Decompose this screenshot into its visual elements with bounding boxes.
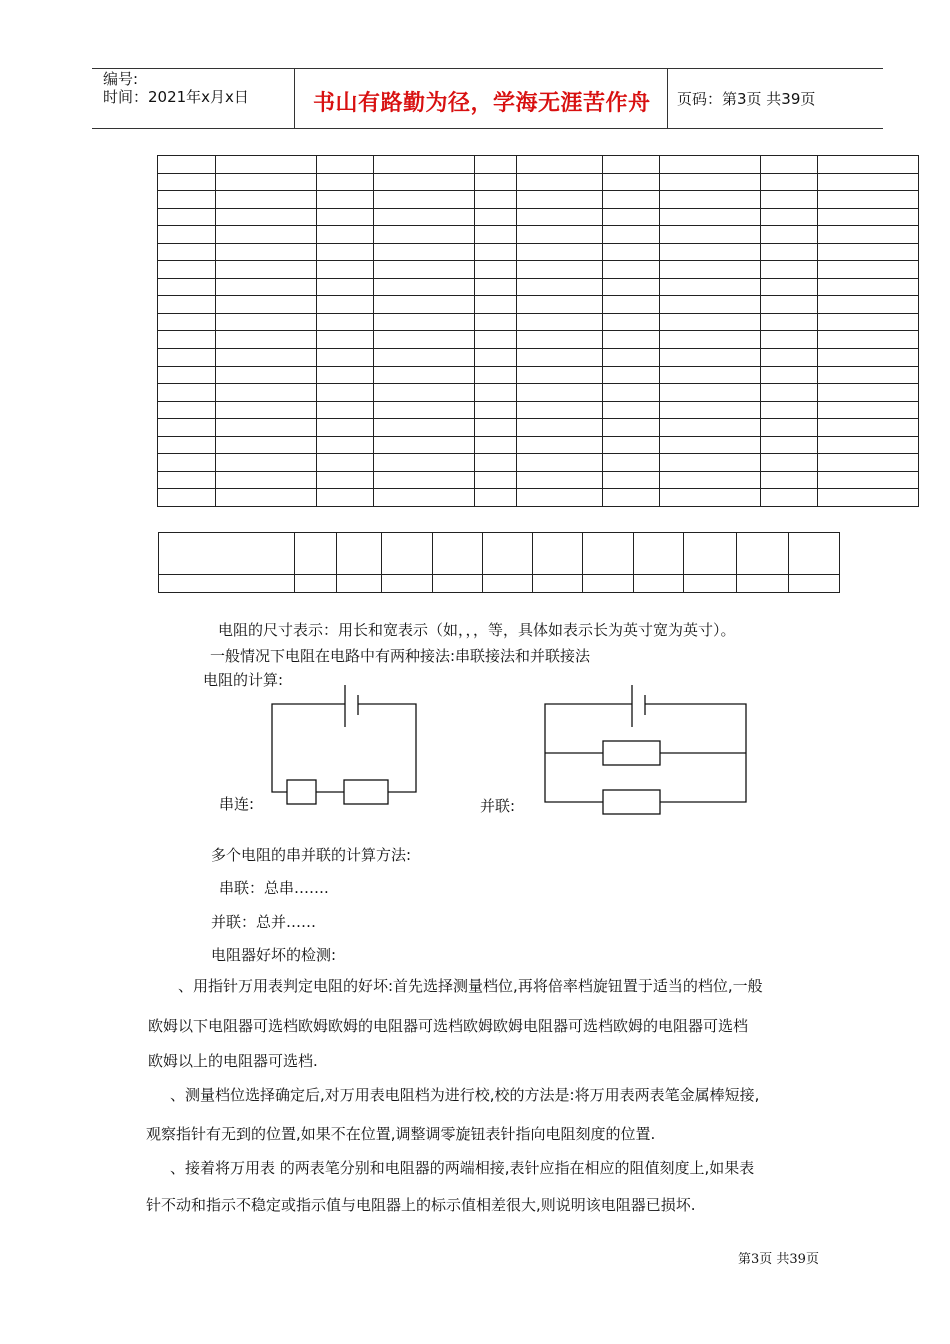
table-cell [316, 366, 373, 384]
table-cell [215, 331, 316, 349]
table-cell [516, 384, 603, 402]
table-cell [761, 226, 818, 244]
table-cell [158, 419, 216, 437]
table-row [158, 173, 919, 191]
table-cell [316, 208, 373, 226]
size-representation-text: 电阻的尺寸表示：用长和宽表示（如，，，等，具体如表示长为英寸宽为英寸）。 [218, 621, 736, 639]
table-cell [373, 261, 474, 279]
table-cell [215, 278, 316, 296]
table-row [158, 191, 919, 209]
table-cell [215, 419, 316, 437]
table-cell [660, 226, 761, 244]
table-cell [761, 261, 818, 279]
multi-resistor-method-heading: 多个电阻的串并联的计算方法: [211, 846, 412, 864]
header-divider-left [294, 69, 295, 129]
table-cell [373, 296, 474, 314]
connection-methods-text: 一般情况下电阻在电路中有两种接法:串联接法和并联接法 [210, 647, 591, 665]
table-row [158, 331, 919, 349]
table-cell [516, 401, 603, 419]
table-cell [603, 173, 660, 191]
table-cell [316, 243, 373, 261]
table-cell [818, 296, 919, 314]
table-row [158, 226, 919, 244]
table-cell [603, 208, 660, 226]
table-cell [660, 261, 761, 279]
table-cell [818, 349, 919, 367]
series-wire-right [358, 704, 416, 792]
table-cell [516, 278, 603, 296]
table-cell [761, 436, 818, 454]
table-cell [818, 313, 919, 331]
table-cell [818, 331, 919, 349]
table-cell [158, 296, 216, 314]
resistance-calc-heading: 电阻的计算: [203, 671, 284, 689]
table-cell [516, 243, 603, 261]
empty-table-1 [157, 155, 919, 507]
empty-table-2 [158, 532, 841, 593]
table-cell [316, 261, 373, 279]
table-cell [474, 349, 516, 367]
table-cell [215, 296, 316, 314]
table-cell [818, 384, 919, 402]
table-cell [158, 366, 216, 384]
table-cell [761, 349, 818, 367]
table-cell [158, 349, 216, 367]
table-cell [818, 226, 919, 244]
table-cell [761, 278, 818, 296]
table-cell [215, 208, 316, 226]
table-cell [373, 419, 474, 437]
table-cell [603, 436, 660, 454]
series-circuit-diagram [260, 675, 430, 815]
table-cell [373, 349, 474, 367]
table-cell [474, 436, 516, 454]
table-cell [158, 243, 216, 261]
table-cell [603, 191, 660, 209]
table-row [158, 366, 919, 384]
table-cell [215, 454, 316, 472]
table-cell [215, 261, 316, 279]
table-cell [603, 366, 660, 384]
table-cell [373, 226, 474, 244]
table-cell [818, 401, 919, 419]
table-cell [660, 208, 761, 226]
table-cell [215, 243, 316, 261]
table-cell [474, 226, 516, 244]
header-motto: 书山有路勤为径，学海无涯苦作舟 [313, 91, 651, 116]
table-cell [158, 208, 216, 226]
table-cell [158, 226, 216, 244]
table-cell [660, 173, 761, 191]
table-cell [373, 471, 474, 489]
table-cell [660, 349, 761, 367]
table-cell [818, 191, 919, 209]
table-cell [474, 454, 516, 472]
table-cell [818, 156, 919, 174]
table-cell [474, 208, 516, 226]
table-cell [316, 471, 373, 489]
table-cell [474, 384, 516, 402]
table-cell [603, 454, 660, 472]
table-cell [474, 173, 516, 191]
table-cell [516, 208, 603, 226]
table-cell [474, 471, 516, 489]
paragraph-2-line-2: 观察指针有无到的位置,如果不在位置,调整调零旋钮表针指向电阻刻度的位置. [146, 1125, 656, 1143]
table-cell [373, 156, 474, 174]
table-row [158, 401, 919, 419]
table-cell [373, 436, 474, 454]
header-page-number: 页码：第3页 共39页 [677, 90, 816, 108]
table-cell [516, 261, 603, 279]
table-cell [603, 401, 660, 419]
table-cell [818, 471, 919, 489]
table-cell [761, 454, 818, 472]
table-cell [316, 331, 373, 349]
table-cell [660, 278, 761, 296]
table-cell [603, 489, 660, 507]
table-cell [316, 226, 373, 244]
table-cell [474, 419, 516, 437]
table-row [159, 575, 841, 593]
table-cell [316, 419, 373, 437]
parallel-resistor-2 [603, 790, 660, 814]
table-cell [516, 349, 603, 367]
table-row [158, 156, 919, 174]
table-cell [660, 313, 761, 331]
table-cell [316, 191, 373, 209]
table-cell [373, 313, 474, 331]
paragraph-3-line-2: 针不动和指示不稳定或指示值与电阻器上的标示值相差很大,则说明该电阻器已损坏. [146, 1196, 696, 1214]
table-cell [761, 313, 818, 331]
table-cell [158, 489, 216, 507]
table-cell [818, 261, 919, 279]
table-cell [761, 489, 818, 507]
table-cell [761, 296, 818, 314]
table-cell [761, 366, 818, 384]
table-cell [761, 173, 818, 191]
table-cell [373, 208, 474, 226]
table-cell [158, 313, 216, 331]
table-cell [373, 331, 474, 349]
paragraph-3-line-1: 、接着将万用表 的两表笔分别和电阻器的两端相接,表针应指在相应的阻值刻度上,如果表 [170, 1159, 755, 1177]
table-cell [215, 173, 316, 191]
parallel-formula: 并联：总并…… [211, 913, 317, 931]
table-cell [158, 436, 216, 454]
series-resistor-1 [287, 780, 316, 804]
table-cell [474, 313, 516, 331]
table-cell [761, 331, 818, 349]
table-cell [215, 313, 316, 331]
table-cell [818, 243, 919, 261]
table-cell [316, 173, 373, 191]
table-cell [516, 419, 603, 437]
table-cell [761, 208, 818, 226]
table-cell [761, 156, 818, 174]
table-cell [373, 366, 474, 384]
table-cell [660, 156, 761, 174]
table-cell [818, 489, 919, 507]
table-cell [818, 173, 919, 191]
header-time: 时间：2021年x月x日 [103, 88, 249, 106]
table-cell [158, 401, 216, 419]
table-cell [516, 173, 603, 191]
table-cell [474, 489, 516, 507]
table-cell [603, 296, 660, 314]
table-cell [603, 313, 660, 331]
table-cell [215, 156, 316, 174]
table-cell [516, 436, 603, 454]
header-bottom-rule [92, 128, 883, 129]
paragraph-2-line-1: 、测量档位选择确定后,对万用表电阻档为进行校,校的方法是:将万用表两表笔金属棒短接, [170, 1086, 760, 1104]
table-cell [373, 243, 474, 261]
table-cell [474, 401, 516, 419]
table-row [158, 384, 919, 402]
table-row [158, 296, 919, 314]
table-cell [603, 243, 660, 261]
table-cell [215, 401, 316, 419]
table-cell [158, 278, 216, 296]
table-cell [660, 419, 761, 437]
table-cell [660, 331, 761, 349]
table-cell [660, 401, 761, 419]
table-cell [516, 226, 603, 244]
table-cell [158, 384, 216, 402]
parallel-resistor-1 [603, 741, 660, 765]
parallel-label: 并联: [480, 797, 516, 815]
table-cell [474, 156, 516, 174]
table-cell [316, 436, 373, 454]
table-cell [373, 384, 474, 402]
table-row [158, 278, 919, 296]
table-cell [373, 191, 474, 209]
table-cell [603, 226, 660, 244]
table-cell [818, 436, 919, 454]
table-cell [818, 366, 919, 384]
table-cell [516, 331, 603, 349]
table-cell [158, 331, 216, 349]
table-cell [373, 401, 474, 419]
table-cell [373, 489, 474, 507]
table-row [158, 454, 919, 472]
table-cell [660, 436, 761, 454]
table-cell [818, 278, 919, 296]
table-row [158, 471, 919, 489]
table-cell [516, 296, 603, 314]
table-cell [316, 384, 373, 402]
table-row [158, 261, 919, 279]
table-row [158, 208, 919, 226]
table-cell [158, 173, 216, 191]
table-cell [761, 471, 818, 489]
table-cell [158, 454, 216, 472]
table-cell [603, 384, 660, 402]
table-cell [660, 243, 761, 261]
series-label: 串连: [219, 795, 255, 813]
paragraph-1-line-3: 欧姆以上的电阻器可选档. [148, 1052, 318, 1070]
series-wire-left [272, 704, 345, 792]
table-cell [373, 173, 474, 191]
table-cell [316, 156, 373, 174]
table-cell [761, 419, 818, 437]
table-row [158, 419, 919, 437]
table-cell [761, 384, 818, 402]
table-cell [316, 313, 373, 331]
table-cell [474, 278, 516, 296]
header-number-label: 编号: [103, 70, 139, 88]
table-cell [316, 278, 373, 296]
table-cell [316, 349, 373, 367]
table-cell [158, 261, 216, 279]
table-cell [215, 349, 316, 367]
series-resistor-2 [344, 780, 388, 804]
table-cell [215, 471, 316, 489]
table-cell [603, 419, 660, 437]
table-cell [158, 156, 216, 174]
table-cell [761, 191, 818, 209]
table-row [158, 313, 919, 331]
table-cell [316, 401, 373, 419]
table-cell [660, 366, 761, 384]
table-row [158, 349, 919, 367]
table-cell [373, 454, 474, 472]
table-cell [603, 331, 660, 349]
parallel-circuit-diagram [536, 675, 756, 825]
table-cell [516, 191, 603, 209]
table-cell [474, 191, 516, 209]
table-cell [474, 331, 516, 349]
table-cell [516, 156, 603, 174]
table-cell [660, 471, 761, 489]
table-cell [603, 471, 660, 489]
table-cell [316, 296, 373, 314]
table-cell [474, 296, 516, 314]
table-cell [215, 366, 316, 384]
table-cell [215, 436, 316, 454]
series-formula: 串联：总串……. [219, 879, 329, 897]
table-cell [516, 454, 603, 472]
table-cell [660, 454, 761, 472]
table-row [158, 243, 919, 261]
table-cell [316, 454, 373, 472]
detection-heading: 电阻器好坏的检测: [211, 946, 337, 964]
table-cell [474, 243, 516, 261]
table-cell [215, 191, 316, 209]
table-cell [516, 313, 603, 331]
table-cell [373, 278, 474, 296]
table-cell [818, 208, 919, 226]
table-row [159, 533, 841, 575]
table-cell [474, 261, 516, 279]
table-cell [516, 366, 603, 384]
paragraph-1-line-2: 欧姆以下电阻器可选档欧姆欧姆的电阻器可选档欧姆欧姆电阻器可选档欧姆的电阻器可选档 [148, 1017, 749, 1035]
table-cell [660, 296, 761, 314]
table-cell [818, 419, 919, 437]
table-cell [215, 384, 316, 402]
table-row [158, 436, 919, 454]
table-cell [603, 278, 660, 296]
paragraph-1-line-1: 、用指针万用表判定电阻的好坏:首先选择测量档位,再将倍率档旋钮置于适当的档位,一般 [178, 977, 763, 995]
table-row [158, 489, 919, 507]
footer-page-number: 第3页 共39页 [738, 1252, 819, 1267]
table-cell [516, 471, 603, 489]
table-cell [660, 384, 761, 402]
table-cell [603, 349, 660, 367]
table-cell [215, 226, 316, 244]
table-cell [761, 401, 818, 419]
table-cell [660, 489, 761, 507]
table-cell [660, 191, 761, 209]
table-cell [474, 366, 516, 384]
table-cell [158, 191, 216, 209]
header-top-rule [92, 68, 883, 69]
table-cell [516, 489, 603, 507]
table-cell [818, 454, 919, 472]
table-cell [316, 489, 373, 507]
header-divider-right [667, 69, 668, 129]
table-cell [158, 471, 216, 489]
table-cell [603, 261, 660, 279]
table-cell [603, 156, 660, 174]
table-cell [761, 243, 818, 261]
table-cell [215, 489, 316, 507]
